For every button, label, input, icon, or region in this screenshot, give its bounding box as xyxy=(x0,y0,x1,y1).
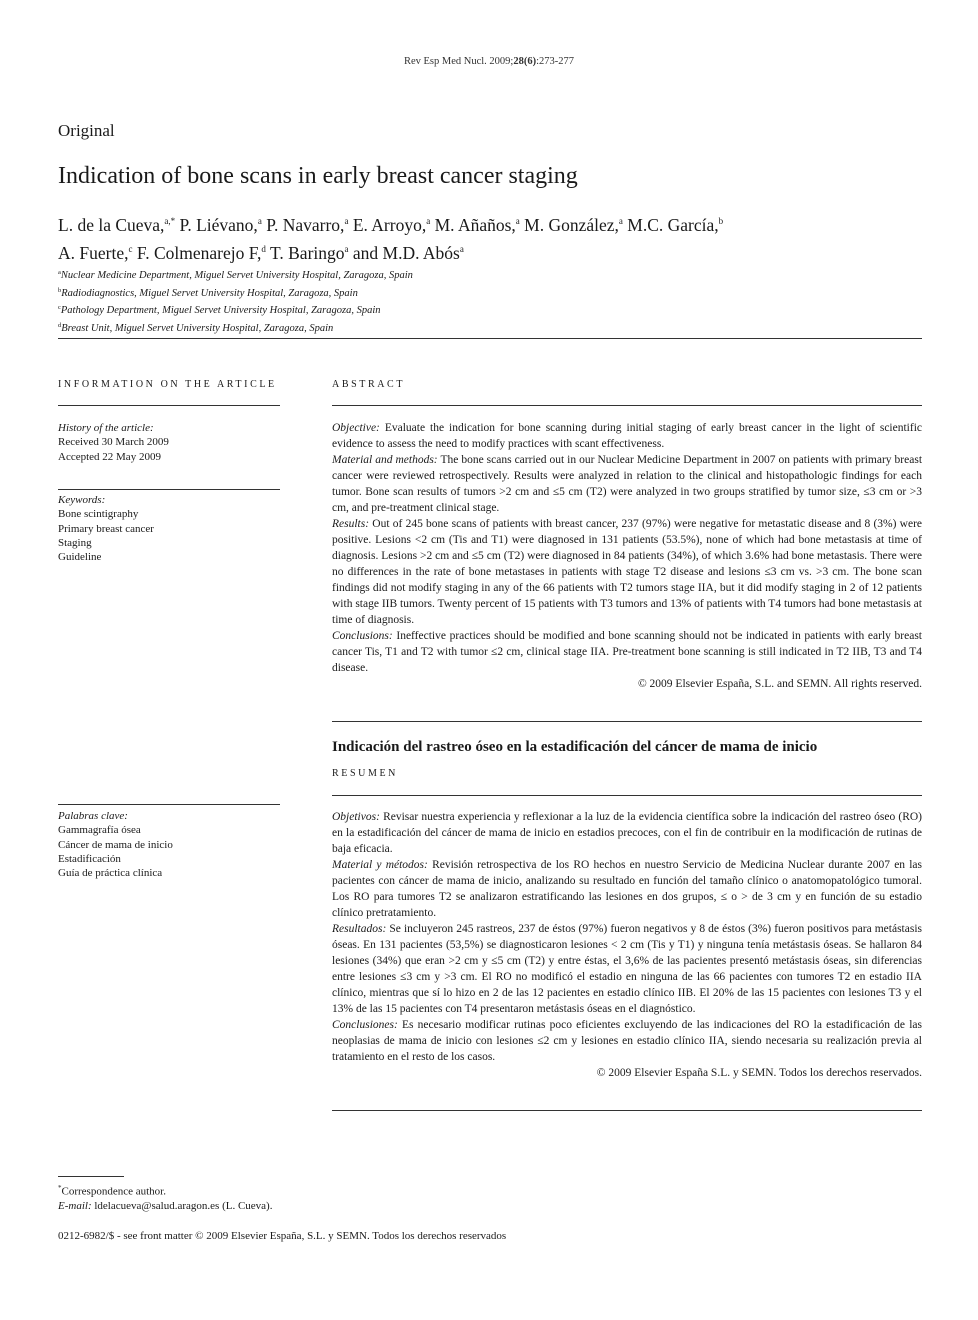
journal-citation xyxy=(0,56,978,67)
spanish-title: Indicación del rastreo óseo en la estadificación del cáncer de mama de inicio xyxy=(332,739,818,755)
accepted-date: Accepted 22 May 2009 xyxy=(58,450,161,463)
author-line-2 xyxy=(58,237,918,265)
author: and M.D. Abós$^a$ xyxy=(352,243,464,263)
author: M. González,$^a$ xyxy=(524,215,623,235)
resumen-divider xyxy=(332,795,922,796)
resumen-objetivos: Objetivos: Revisar nuestra experiencia y reflexionar a la luz de la evidencia científica sobre la indicación del rastreo óseo (RO) en la estadificación del cáncer de mama de inicio en estadios precoces, con el fin de contribuir en la modificación de rutinas de baja eficacia. xyxy=(332,811,922,855)
keyword: Staging xyxy=(58,536,92,549)
affiliation: $^a$Nuclear Medicine Department, Miguel Servet University Hospital, Zaragoza, Spain xyxy=(58,269,413,281)
keywords-block xyxy=(58,493,280,564)
resumen-resultados: Resultados: Se incluyeron 245 rastreos, 237 de éstos (97%) fueron negativos y 8 de éstos (3%) fueron positivos para metástasis óseas. En 131 pacientes (53,5%) se diagnosticaron lesiones < 2 cm (Tis y T1) y ninguna tenía metástasis óseas. Se hallaron 84 lesiones (34%) que eran >2 cm y ≤5 cm (T2) y entre éstas, el 3,6% de las pacientes presentó metástasis óseas, sin diferencias entre lesiones ≤3 cm y >3 cm. El RO no modificó el estadio en ninguna de las 66 pacientes con tumores T2 en estadio IIA clínico, mientras que sí lo hizo en 2 de las 12 pacientes en estadio clínico IIB. El 20% de las 15 pacientes con lesiones T3 y el 13% de las 15 pacientes con T4 presentaron metástasis óseas en el diagnóstico. xyxy=(332,923,923,1015)
front-matter: 0212-6982/$ - see front matter © 2009 Elsevier España, S.L. y SEMN. Todos los derechos reservados xyxy=(58,1230,507,1242)
footnotes xyxy=(58,1181,272,1214)
abstract-results: Results: Out of 245 bone scans of patients with breast cancer, 237 (97%) were negative for metastatic disease and 8 (3%) were positive. Lesions <2 cm (Tis and T1) were diagnosed in 131 patients (53.5%), none of which had bone metastasis at time of diagnosis. Lesions >2 cm and ≤5 cm (T2) were diagnosed in 84 patients (34%), of which 3.6% had bone metastasis. There were no differences in the rate of bone metastases in patients with stage T2 disease and lesions ≤3 cm vs. >3 cm. The bone scan findings did not modify staging in any of the 66 patients with T2 tumors stage IIA, but it did modify staging in 2 of 12 patients with stage IIB tumors. Twenty percent of 15 patients with T3 tumors and 13% of patients with T4 tumors had bone metastasis at time of diagnosis. xyxy=(332,518,923,626)
abstract-copyright: © 2009 Elsevier España, S.L. and SEMN. All rights reserved. xyxy=(637,678,922,690)
palabras-block xyxy=(58,809,280,880)
journal-name: Rev Esp Med Nucl. 2009; xyxy=(403,56,514,67)
received-date: Received 30 March 2009 xyxy=(58,436,169,449)
keyword: Estadificación xyxy=(58,852,121,865)
keywords-list xyxy=(58,507,280,564)
abstract-divider xyxy=(332,405,922,406)
abstract-end-divider xyxy=(332,721,922,722)
keyword: Guideline xyxy=(58,551,102,564)
author: F. Colmenarejo F,$^d$ xyxy=(136,243,266,263)
article-title: Indication of bone scans in early breast cancer staging xyxy=(58,163,578,189)
abstract-methods: Material and methods: The bone scans carried out in our Nuclear Medicine Department in 2007 on patients with primary breast cancer were reviewed retrospectively. Results were analyzed in relation to the clinical and histopathologic findings for each tumor. Bone scan results of tumors >2 cm and ≤5 cm (T2) were analyzed in two groups stratified by tumor size, ≤3 cm or >3 cm, and pre-treatment clinical stage. xyxy=(332,454,923,514)
email-note: E-mail: ldelacueva@salud.aragon.es (L. Cueva). xyxy=(58,1200,273,1213)
author: A. Fuerte,$^c$ xyxy=(58,243,133,263)
journal-issue: (6) xyxy=(523,56,537,67)
author: M. Añaños,$^a$ xyxy=(434,215,520,235)
correspondence-note: *Correspondence author. xyxy=(58,1184,166,1198)
footnote-rule xyxy=(58,1176,124,1177)
affiliation: $^c$Pathology Department, Miguel Servet University Hospital, Zaragoza, Spain xyxy=(58,304,381,316)
author: M.C. García,$^b$ xyxy=(627,215,724,235)
affiliation: $^b$Radiodiagnostics, Miguel Servet University Hospital, Zaragoza, Spain xyxy=(58,286,358,299)
article-history xyxy=(58,421,280,464)
author: P. Navarro,$^a$ xyxy=(266,215,349,235)
keyword: Guía de práctica clínica xyxy=(58,867,163,880)
abstract-conclusions: Conclusions: Ineffective practices should be modified and bone scanning should not be indicated in patients with early breast cancer Tis, T1 and T2 with tumor ≤2 cm, clinical stage IIA. Pre-treatment bone scanning is still indicated in T2 IIB, T3 and T4 disease. xyxy=(332,630,922,674)
affiliations xyxy=(58,266,413,336)
author: P. Liévano,$^a$ xyxy=(179,215,262,235)
author: L. de la Cueva,$^{a,*}$ xyxy=(58,215,176,235)
history-label: History of the article: xyxy=(58,422,154,434)
palabras-divider xyxy=(58,804,280,805)
abstract-body xyxy=(332,420,922,692)
resumen-conclusiones: Conclusiones: Es necesario modificar rutinas poco eficientes excluyendo de las indicaciones del RO la estadificación de las neoplasias de mama de inicio con lesiones ≤2 cm y lesiones en estadio clínico IIA, siendo necesaria su realización previa al tratamiento en el resto de los casos. xyxy=(332,1019,922,1063)
author-list xyxy=(58,209,918,265)
section-label: Original xyxy=(58,121,115,140)
palabras-label: Palabras clave: xyxy=(58,810,128,822)
author: T. Baringo$^a$ xyxy=(269,243,349,263)
resumen-copyright: © 2009 Elsevier España S.L. y SEMN. Todos los derechos reservados. xyxy=(596,1067,922,1079)
author: E. Arroyo,$^a$ xyxy=(352,215,431,235)
keyword: Bone scintigraphy xyxy=(58,508,139,521)
resumen-body xyxy=(332,809,922,1081)
abstract-objective: Objective: Evaluate the indication for bone scanning during initial staging of early breast cancer in the light of scientific evidence to assess the need to modify practices with scant effectiveness. xyxy=(332,422,923,450)
header-divider xyxy=(58,338,922,339)
resumen-heading: RESUMEN xyxy=(332,768,398,779)
email-link[interactable]: ldelacueva@salud.aragon.es (L. Cueva). xyxy=(94,1200,273,1213)
abstract-heading: ABSTRACT xyxy=(332,379,406,390)
resumen-metodos: Material y métodos: Revisión retrospectiva de los RO hechos en nuestro Servicio de Medicina Nuclear durante 2007 en las pacientes con cáncer de mama de inicio, analizando su resultado en función del tamaño clínico o anatomopatológico tumoral. Los RO para tumores T2 se analizaron estratificando las lesiones en dos grupos, ≤ o > de 3 cm y en función de su estadio clínico pretratamiento. xyxy=(332,859,923,919)
keyword: Cáncer de mama de inicio xyxy=(58,838,173,851)
info-heading: INFORMATION ON THE ARTICLE xyxy=(58,379,277,390)
author-line-1 xyxy=(58,209,918,237)
journal-volume: 28 xyxy=(513,56,524,67)
palabras-list xyxy=(58,823,280,880)
info-divider xyxy=(58,405,280,406)
keywords-divider xyxy=(58,489,280,490)
keyword: Primary breast cancer xyxy=(58,522,154,535)
journal-pages: :273-277 xyxy=(536,56,575,67)
resumen-end-divider xyxy=(332,1110,922,1111)
affiliation: $^d$Breast Unit, Miguel Servet University Hospital, Zaragoza, Spain xyxy=(58,321,334,334)
keyword: Gammagrafía ósea xyxy=(58,824,141,837)
keywords-label: Keywords: xyxy=(58,494,106,506)
